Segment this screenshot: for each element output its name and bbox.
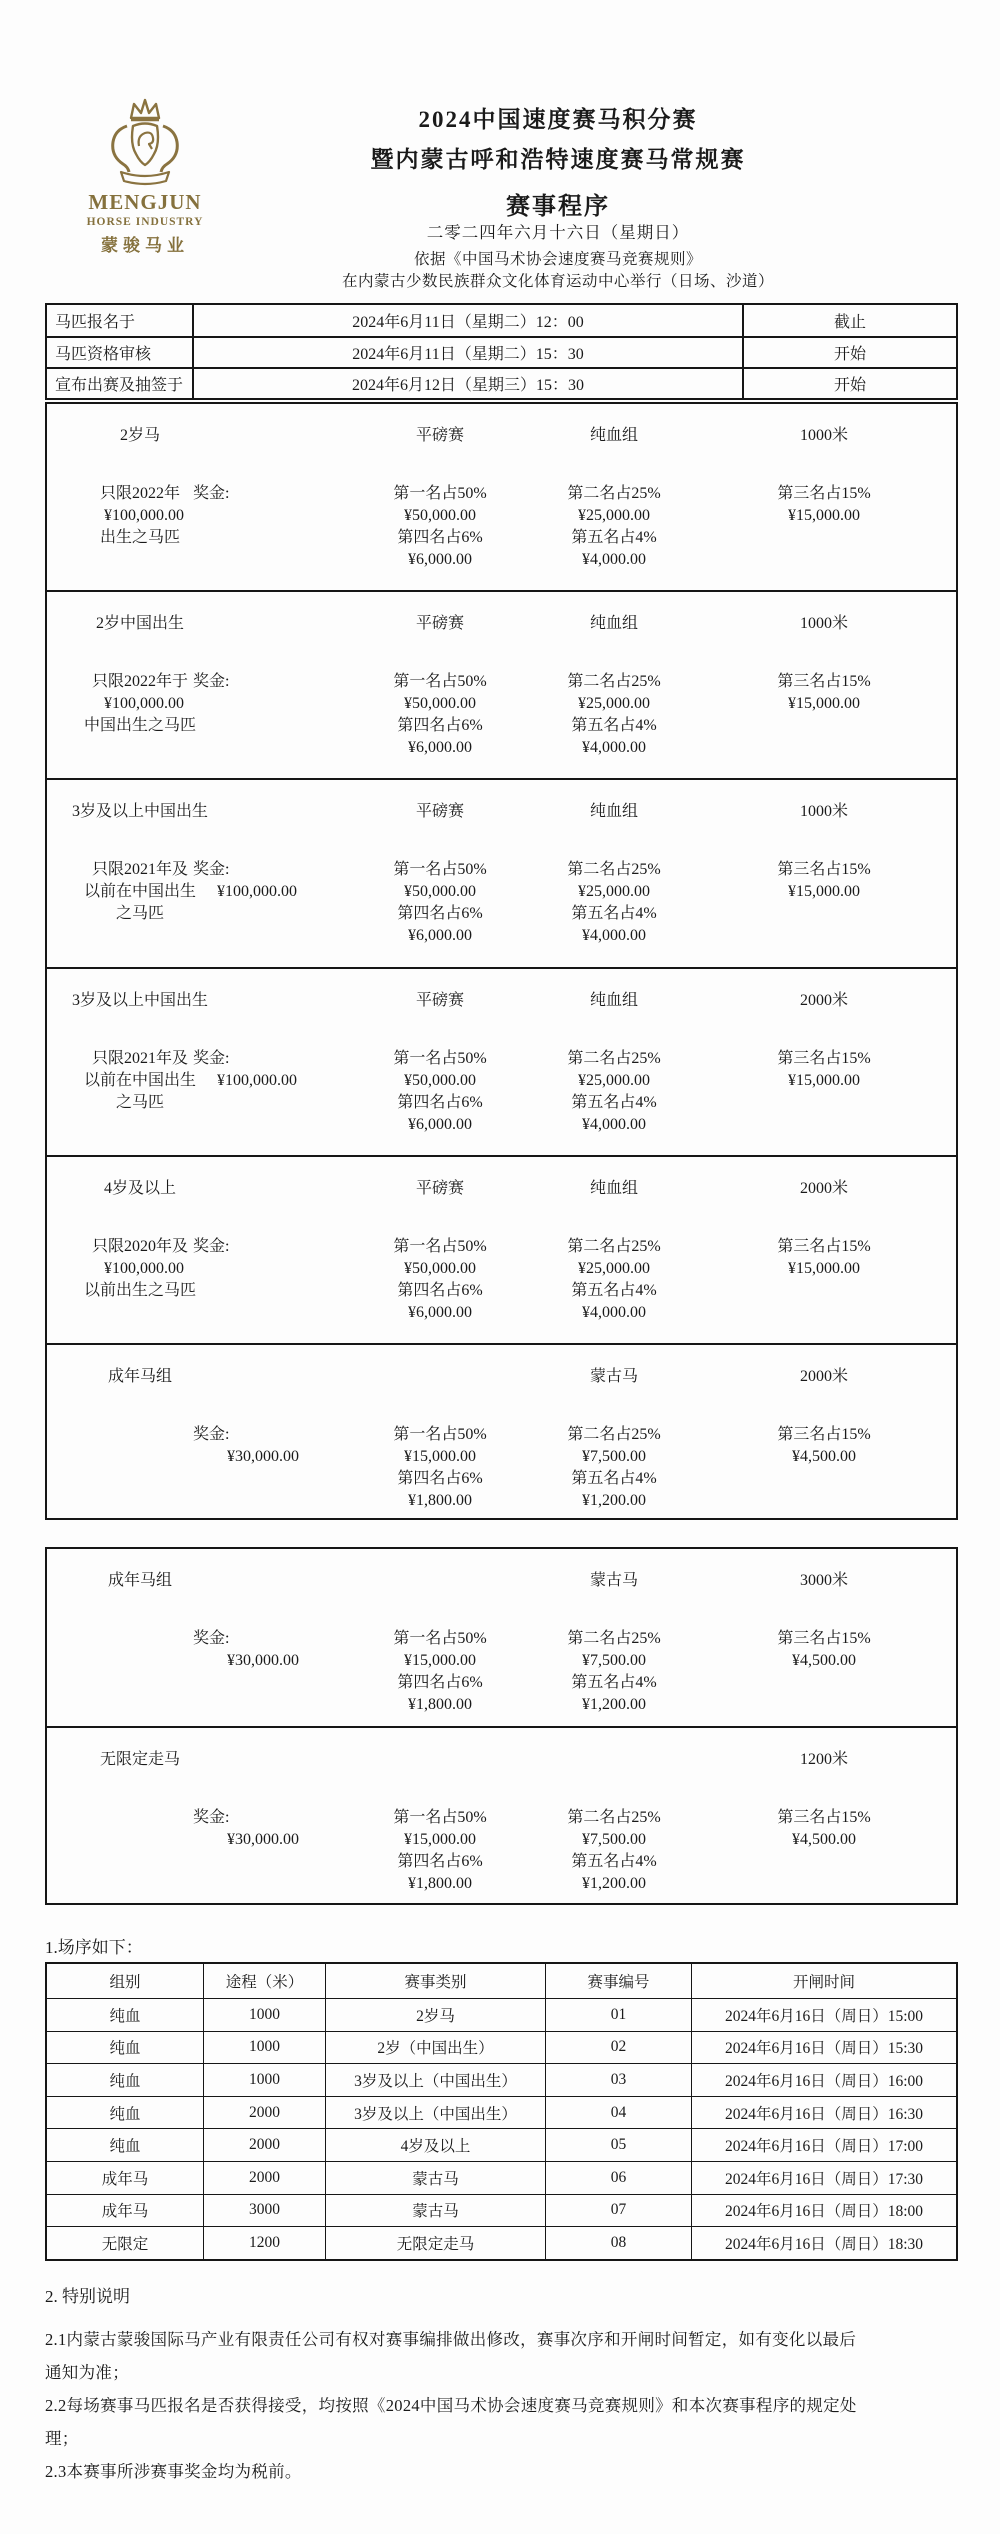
note-line: 2.1内蒙古蒙骏国际马产业有限责任公司有权对赛事编排做出修改，赛事次序和开闸时间暂定，如有变化以最后 (45, 2330, 857, 2349)
prize-pct-5: 第五名占4% (571, 1469, 657, 1487)
race-group: 成年马组 (107, 1572, 172, 1589)
prize-amt-4: ¥1,800.00 (408, 1491, 472, 1509)
prize-amt-1: ¥50,000.00 (404, 1259, 476, 1277)
race-type: 平磅赛 (415, 991, 464, 1009)
note-line: 通知为准； (45, 2363, 129, 2382)
prize-pct-5: 第五名占4% (571, 1093, 657, 1111)
prize-amt-1: ¥50,000.00 (404, 883, 476, 901)
prize-pct-5: 第五名占4% (571, 1674, 657, 1691)
note-line: 2.2每场赛事马匹报名是否获得接受，均按照《2024中国马术协会速度赛马竞赛规则》和本次赛事程序的规定处 (45, 2396, 857, 2415)
schedule-cell: 1000 (203, 2032, 325, 2064)
prize-amt-3: ¥4,500.00 (792, 1652, 856, 1669)
prize-label: 奖金: (193, 673, 230, 691)
prize-pct-5: 第五名占4% (571, 905, 657, 923)
logo-name-cn: 蒙骏马业 (101, 236, 189, 255)
info-datetime: 2024年6月11日（星期二）15：30 (194, 338, 744, 367)
prize-total: ¥100,000.00 (104, 1259, 184, 1277)
prize-pct-4: 第四名占6% (397, 1281, 483, 1299)
prize-amt-3: ¥15,000.00 (788, 695, 860, 713)
prize-pct-3: 第三名占15% (777, 861, 871, 879)
schedule-cell: 纯血 (109, 2105, 141, 2123)
race-restriction: 以前在中国出生 (83, 1071, 196, 1089)
prize-pct-3: 第三名占15% (777, 485, 871, 502)
prize-pct-3: 第三名占15% (777, 1049, 871, 1067)
prize-amt-1: ¥15,000.00 (404, 1447, 476, 1465)
notes-heading: 2. 特别说明 (45, 2287, 130, 2306)
prize-label: 奖金: (193, 861, 230, 879)
race-distance: 1000米 (799, 427, 848, 444)
prize-label: 奖金: (193, 1425, 230, 1443)
schedule-cell: 纯血 (109, 2007, 141, 2025)
title-line-1: 2024中国速度赛马积分赛 (418, 107, 698, 132)
schedule-cell: 蒙古马 (325, 2195, 545, 2227)
schedule-header-cell: 开闸时间 (691, 1964, 956, 1998)
race-block (47, 1549, 956, 1726)
schedule-cell: 无限定 (101, 2235, 149, 2253)
race-distance: 3000米 (799, 1572, 848, 1589)
race-breed-group: 纯血组 (589, 1179, 638, 1197)
prize-pct-1: 第一名占50% (393, 1049, 487, 1067)
prize-amt-2: ¥25,000.00 (578, 1259, 650, 1277)
schedule-row (47, 2194, 956, 2227)
schedule-row (47, 2063, 956, 2096)
prize-pct-4: 第四名占6% (397, 717, 483, 735)
prize-amt-4: ¥6,000.00 (408, 1303, 472, 1321)
schedule-cell: 3000 (203, 2195, 325, 2227)
schedule-cell: 成年马 (101, 2170, 149, 2188)
schedule-cell: 1200 (203, 2227, 325, 2259)
race-block (47, 1726, 956, 1905)
prize-pct-2: 第二名占25% (567, 1425, 661, 1443)
prize-total: ¥30,000.00 (227, 1652, 299, 1669)
prize-amt-2: ¥25,000.00 (578, 507, 650, 524)
prize-amt-5: ¥4,000.00 (582, 1303, 646, 1321)
race-group: 4岁及以上 (103, 1179, 176, 1197)
schedule-cell: 2024年6月16日（周日）16:30 (691, 2097, 956, 2129)
race-distance: 1200米 (799, 1751, 848, 1768)
prize-pct-3: 第三名占15% (777, 1630, 871, 1647)
schedule-cell: 02 (545, 2032, 691, 2064)
prize-pct-5: 第五名占4% (571, 529, 657, 546)
race-distance: 2000米 (799, 991, 848, 1009)
prize-amt-1: ¥50,000.00 (404, 507, 476, 524)
prize-amt-1: ¥50,000.00 (404, 1071, 476, 1089)
schedule-cell: 3岁及以上（中国出生） (325, 2097, 545, 2129)
info-table-row (47, 367, 956, 398)
schedule-row (47, 2128, 956, 2161)
schedule-cell: 03 (545, 2064, 691, 2096)
prize-amt-3: ¥15,000.00 (788, 883, 860, 901)
prize-pct-2: 第二名占25% (567, 1049, 661, 1067)
race-breed-group: 纯血组 (589, 803, 638, 821)
prize-pct-5: 第五名占4% (571, 717, 657, 735)
schedule-cell: 07 (545, 2195, 691, 2227)
schedule-cell: 01 (545, 1999, 691, 2031)
race-group: 2岁中国出生 (95, 615, 184, 633)
prize-pct-3: 第三名占15% (777, 1237, 871, 1255)
prize-amt-3: ¥15,000.00 (788, 1259, 860, 1277)
schedule-cell: 2000 (203, 2129, 325, 2161)
prize-amt-2: ¥25,000.00 (578, 695, 650, 713)
race-block (47, 967, 956, 1155)
schedule-row (47, 2161, 956, 2194)
prize-pct-2: 第二名占25% (567, 1237, 661, 1255)
info-table-row (47, 305, 956, 336)
race-restriction: 只限2021年及 (91, 1049, 188, 1067)
race-restriction: 之马匹 (115, 1093, 164, 1111)
schedule-cell: 2024年6月16日（周日）15:00 (691, 1999, 956, 2031)
schedule-cell: 2024年6月16日（周日）18:00 (691, 2195, 956, 2227)
schedule-cell: 2000 (203, 2162, 325, 2194)
schedule-cell: 05 (545, 2129, 691, 2161)
race-type: 平磅赛 (415, 427, 464, 444)
prize-amt-3: ¥15,000.00 (788, 507, 860, 524)
schedule-cell: 4岁及以上 (325, 2129, 545, 2161)
race-conditions-table-2 (45, 1547, 958, 1905)
prize-label: 奖金: (193, 1237, 230, 1255)
prize-pct-2: 第二名占25% (567, 861, 661, 879)
schedule-cell: 无限定走马 (325, 2227, 545, 2259)
schedule-cell: 2000 (203, 2097, 325, 2129)
schedule-cell: 蒙古马 (325, 2162, 545, 2194)
info-datetime: 2024年6月12日（星期三）15：30 (194, 369, 744, 398)
schedule-cell: 06 (545, 2162, 691, 2194)
race-restriction: 出生之马匹 (99, 529, 180, 546)
prize-amt-3: ¥4,500.00 (792, 1447, 856, 1465)
race-breed-group: 蒙古马 (589, 1572, 638, 1589)
race-block (47, 590, 956, 778)
schedule-cell: 2岁（中国出生） (325, 2032, 545, 2064)
prize-pct-3: 第三名占15% (777, 1809, 871, 1826)
race-block (47, 404, 956, 590)
prize-amt-5: ¥4,000.00 (582, 739, 646, 757)
prize-pct-2: 第二名占25% (567, 485, 661, 502)
race-restriction: 之马匹 (115, 905, 164, 923)
info-status: 开始 (833, 346, 866, 363)
prize-pct-3: 第三名占15% (777, 1425, 871, 1443)
registration-info-table (45, 303, 958, 400)
schedule-intro: 1.场序如下： (45, 1938, 143, 1957)
info-table-row (47, 336, 956, 367)
prize-pct-1: 第一名占50% (393, 673, 487, 691)
prize-pct-2: 第二名占25% (567, 1809, 661, 1826)
schedule-table (45, 1962, 958, 2261)
prize-amt-5: ¥1,200.00 (582, 1491, 646, 1509)
schedule-header-row (47, 1964, 956, 1998)
rules-basis: 依据《中国马术协会速度赛马竞赛规则》 (413, 251, 702, 268)
prize-amt-1: ¥50,000.00 (404, 695, 476, 713)
schedule-cell: 3岁及以上（中国出生） (325, 2064, 545, 2096)
prize-amt-4: ¥1,800.00 (408, 1875, 472, 1892)
prize-pct-2: 第二名占25% (567, 1630, 661, 1647)
prize-pct-1: 第一名占50% (393, 1809, 487, 1826)
logo-subtitle-en: HORSE INDUSTRY (86, 216, 204, 228)
note-line: 2.3本赛事所涉赛事奖金均为税前。 (45, 2462, 302, 2481)
race-breed-group: 蒙古马 (589, 1367, 638, 1385)
race-restriction: 中国出生之马匹 (83, 717, 196, 735)
schedule-cell: 1000 (203, 2064, 325, 2096)
prize-total: ¥100,000.00 (217, 883, 297, 901)
prize-label: 奖金: (193, 485, 230, 502)
race-group: 无限定走马 (99, 1751, 180, 1768)
schedule-row (47, 1998, 956, 2031)
prize-pct-5: 第五名占4% (571, 1281, 657, 1299)
prize-amt-4: ¥6,000.00 (408, 739, 472, 757)
prize-amt-5: ¥4,000.00 (582, 927, 646, 945)
prize-pct-3: 第三名占15% (777, 673, 871, 691)
prize-amt-2: ¥7,500.00 (582, 1652, 646, 1669)
prize-amt-3: ¥15,000.00 (788, 1071, 860, 1089)
info-datetime: 2024年6月11日（星期二）12：00 (194, 305, 744, 336)
race-type: 平磅赛 (415, 803, 464, 821)
prize-pct-1: 第一名占50% (393, 485, 487, 502)
title-program: 赛事程序 (506, 194, 610, 220)
race-group: 3岁及以上中国出生 (71, 991, 208, 1009)
prize-amt-2: ¥7,500.00 (582, 1831, 646, 1848)
race-breed-group: 纯血组 (589, 427, 638, 444)
race-group: 2岁马 (119, 427, 160, 444)
prize-pct-2: 第二名占25% (567, 673, 661, 691)
race-type: 平磅赛 (415, 615, 464, 633)
prize-amt-5: ¥4,000.00 (582, 1115, 646, 1133)
race-distance: 1000米 (799, 615, 848, 633)
race-distance: 2000米 (799, 1367, 848, 1385)
prize-pct-4: 第四名占6% (397, 1093, 483, 1111)
prize-total: ¥100,000.00 (217, 1071, 297, 1089)
schedule-header-cell: 赛事类别 (325, 1964, 545, 1998)
prize-amt-2: ¥25,000.00 (578, 1071, 650, 1089)
prize-amt-3: ¥4,500.00 (792, 1831, 856, 1848)
race-distance: 1000米 (799, 803, 848, 821)
prize-total: ¥30,000.00 (227, 1447, 299, 1465)
prize-pct-1: 第一名占50% (393, 1425, 487, 1443)
prize-label: 奖金: (193, 1630, 230, 1647)
schedule-cell: 08 (545, 2227, 691, 2259)
prize-amt-2: ¥25,000.00 (578, 883, 650, 901)
schedule-cell: 2024年6月16日（周日）15:30 (691, 2032, 956, 2064)
prize-pct-1: 第一名占50% (393, 1237, 487, 1255)
race-block (47, 1155, 956, 1343)
prize-amt-2: ¥7,500.00 (582, 1447, 646, 1465)
note-line: 理； (45, 2429, 79, 2448)
venue-line: 在内蒙古少数民族群众文化体育运动中心举行（日场、沙道） (341, 273, 774, 290)
info-status: 开始 (833, 377, 866, 394)
schedule-cell: 2024年6月16日（周日）17:30 (691, 2162, 956, 2194)
schedule-header-cell: 途程（米） (203, 1964, 325, 1998)
prize-label: 奖金: (193, 1809, 230, 1826)
race-restriction: 只限2021年及 (91, 861, 188, 879)
prize-total: ¥30,000.00 (227, 1831, 299, 1848)
prize-pct-4: 第四名占6% (397, 1853, 483, 1870)
schedule-cell: 成年马 (101, 2203, 149, 2221)
race-breed-group: 纯血组 (589, 991, 638, 1009)
prize-pct-5: 第五名占4% (571, 1853, 657, 1870)
schedule-cell: 纯血 (109, 2040, 141, 2058)
prize-amt-5: ¥1,200.00 (582, 1875, 646, 1892)
prize-amt-4: ¥1,800.00 (408, 1696, 472, 1713)
race-group: 3岁及以上中国出生 (71, 803, 208, 821)
prize-total: ¥100,000.00 (104, 695, 184, 713)
schedule-cell: 2024年6月16日（周日）16:00 (691, 2064, 956, 2096)
race-type: 平磅赛 (415, 1179, 464, 1197)
prize-amt-1: ¥15,000.00 (404, 1652, 476, 1669)
info-label: 马匹报名于 (47, 305, 194, 336)
race-restriction: 以前在中国出生 (83, 883, 196, 901)
race-restriction: 以前出生之马匹 (83, 1281, 196, 1299)
prize-amt-5: ¥1,200.00 (582, 1696, 646, 1713)
schedule-cell: 04 (545, 2097, 691, 2129)
prize-pct-1: 第一名占50% (393, 1630, 487, 1647)
schedule-cell: 纯血 (109, 2138, 141, 2156)
prize-label: 奖金: (193, 1049, 230, 1067)
race-restriction: 只限2022年于 (91, 673, 188, 691)
race-block (47, 1343, 956, 1531)
prize-pct-4: 第四名占6% (397, 1469, 483, 1487)
race-restriction: 只限2022年 (99, 485, 180, 502)
info-status: 截止 (833, 314, 866, 331)
schedule-row (47, 2031, 956, 2064)
schedule-cell: 1000 (203, 1999, 325, 2031)
race-breed-group: 纯血组 (589, 615, 638, 633)
schedule-row (47, 2096, 956, 2129)
race-conditions-table-1 (45, 402, 958, 1520)
logo-name-en: MENGJUN (88, 190, 202, 214)
prize-amt-4: ¥6,000.00 (408, 551, 472, 568)
prize-pct-4: 第四名占6% (397, 529, 483, 546)
schedule-cell: 2岁马 (325, 1999, 545, 2031)
event-date: 二零二四年六月十六日（星期日） (426, 223, 690, 242)
prize-total: ¥100,000.00 (104, 507, 184, 524)
race-distance: 2000米 (799, 1179, 848, 1197)
schedule-header-cell: 组别 (109, 1974, 141, 1991)
schedule-header-cell: 赛事编号 (545, 1964, 691, 1998)
schedule-cell: 2024年6月16日（周日）17:00 (691, 2129, 956, 2161)
schedule-cell: 纯血 (109, 2072, 141, 2090)
schedule-row (47, 2226, 956, 2259)
prize-amt-4: ¥6,000.00 (408, 1115, 472, 1133)
info-label: 宣布出赛及抽签于 (47, 369, 194, 398)
prize-amt-4: ¥6,000.00 (408, 927, 472, 945)
title-line-2: 暨内蒙古呼和浩特速度赛马常规赛 (370, 147, 746, 172)
info-label: 马匹资格审核 (47, 338, 194, 367)
race-group: 成年马组 (107, 1367, 172, 1385)
race-restriction: 只限2020年及 (91, 1237, 188, 1255)
prize-pct-4: 第四名占6% (397, 905, 483, 923)
race-block (47, 778, 956, 966)
prize-amt-1: ¥15,000.00 (404, 1831, 476, 1848)
prize-amt-5: ¥4,000.00 (582, 551, 646, 568)
prize-pct-4: 第四名占6% (397, 1674, 483, 1691)
schedule-cell: 2024年6月16日（周日）18:30 (691, 2227, 956, 2259)
prize-pct-1: 第一名占50% (393, 861, 487, 879)
